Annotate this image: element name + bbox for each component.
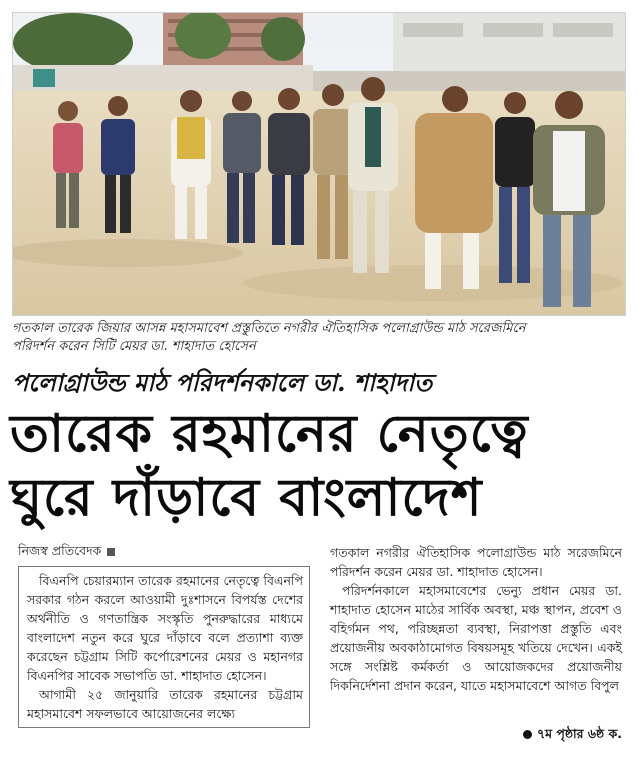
body-paragraph: বিএনপি চেয়ারম্যান তারেক রহমানের নেতৃত্বে বিএনপি সরকার গঠন করলে আওয়ামী দুঃশাসনে বিপর্যস্ত দেশের অর্থনীতি ও গণতান্ত্রিক সংস্কৃতি পুনরুদ্ধারের মাধ্যমে বাংলাদেশ নতুন করে ঘুরে দাঁড়াবে বলে প্রত্যাশা ব্যক্ত করেছেন চট্টগ্রাম সিটি কর্পোরেশনের মেয়র ও মহানগর বিএনপির সাবেক সভাপতি ডা. শাহাদাত হোসেন। [27, 573, 303, 683]
news-photo [12, 12, 626, 316]
headline-line-2: ঘুরে দাঁড়াবে বাংলাদেশ [10, 468, 483, 528]
continued-on-page [523, 726, 622, 746]
kicker-subheadline: পলোগ্রাউন্ড মাঠ পরিদর্শনকালে ডা. শাহাদাত [12, 368, 433, 397]
byline [18, 543, 115, 563]
square-bullet-icon [107, 548, 115, 556]
photo-caption [12, 320, 624, 356]
body-column-right [330, 543, 622, 695]
body-left-frame [18, 566, 310, 728]
headline-line-1: তারেক রহমানের নেতৃত্বে [10, 404, 529, 464]
body-paragraph: পরিদর্শনকালে মহাসমাবেশের ভেন্যু প্রধান মেয়র ডা. শাহাদাত হোসেন মাঠের সার্বিক অবস্থা, মঞ্চ স্থাপন, প্রবেশ ও বহির্গমন পথ, পরিচ্ছন্নতা ব্যবস্থা, নিরাপত্তা প্রস্তুতি এবং প্রয়োজনীয় অবকাঠামোগত বিষয়সমূহ খতিয়ে দেখেন। একই সঙ্গে সংশ্লিষ্ট কর্মকর্তা ও আয়োজকদের প্রয়োজনীয় দিকনির্দেশনা প্রদান করেন, যাতে মহাসমাবেশে আগত বিপুল [330, 583, 622, 693]
body-column-left [18, 566, 310, 728]
jump-text: ৭ম পৃষ্ঠার ৬ষ্ঠ ক. [536, 726, 622, 741]
byline-text: নিজস্ব প্রতিবেদক [18, 543, 102, 558]
photo-image [13, 13, 625, 315]
body-paragraph: আগামী ২৫ জানুয়ারি তারেক রহমানের চট্টগ্রাম মহাসমাবেশ সফলভাবে আয়োজনের লক্ষ্যে [27, 687, 303, 721]
caption-line-2: পরিদর্শন করেন সিটি মেয়র ডা. শাহাদাত হোসেন [12, 339, 256, 354]
bullet-dot-icon [523, 730, 532, 739]
body-paragraph: গতকাল নগরীর ঐতিহাসিক পলোগ্রাউন্ড মাঠ সরেজমিনে পরিদর্শন করেন মেয়র ডা. শাহাদাত হোসেন। [330, 545, 622, 579]
main-headline [10, 402, 626, 530]
caption-line-1: গতকাল তারেক জিয়ার আসন্ন মহাসমাবেশ প্রস্তুতিতে নগরীর ঐতিহাসিক পলোগ্রাউন্ড মাঠ সরেজমিনে [12, 321, 526, 336]
